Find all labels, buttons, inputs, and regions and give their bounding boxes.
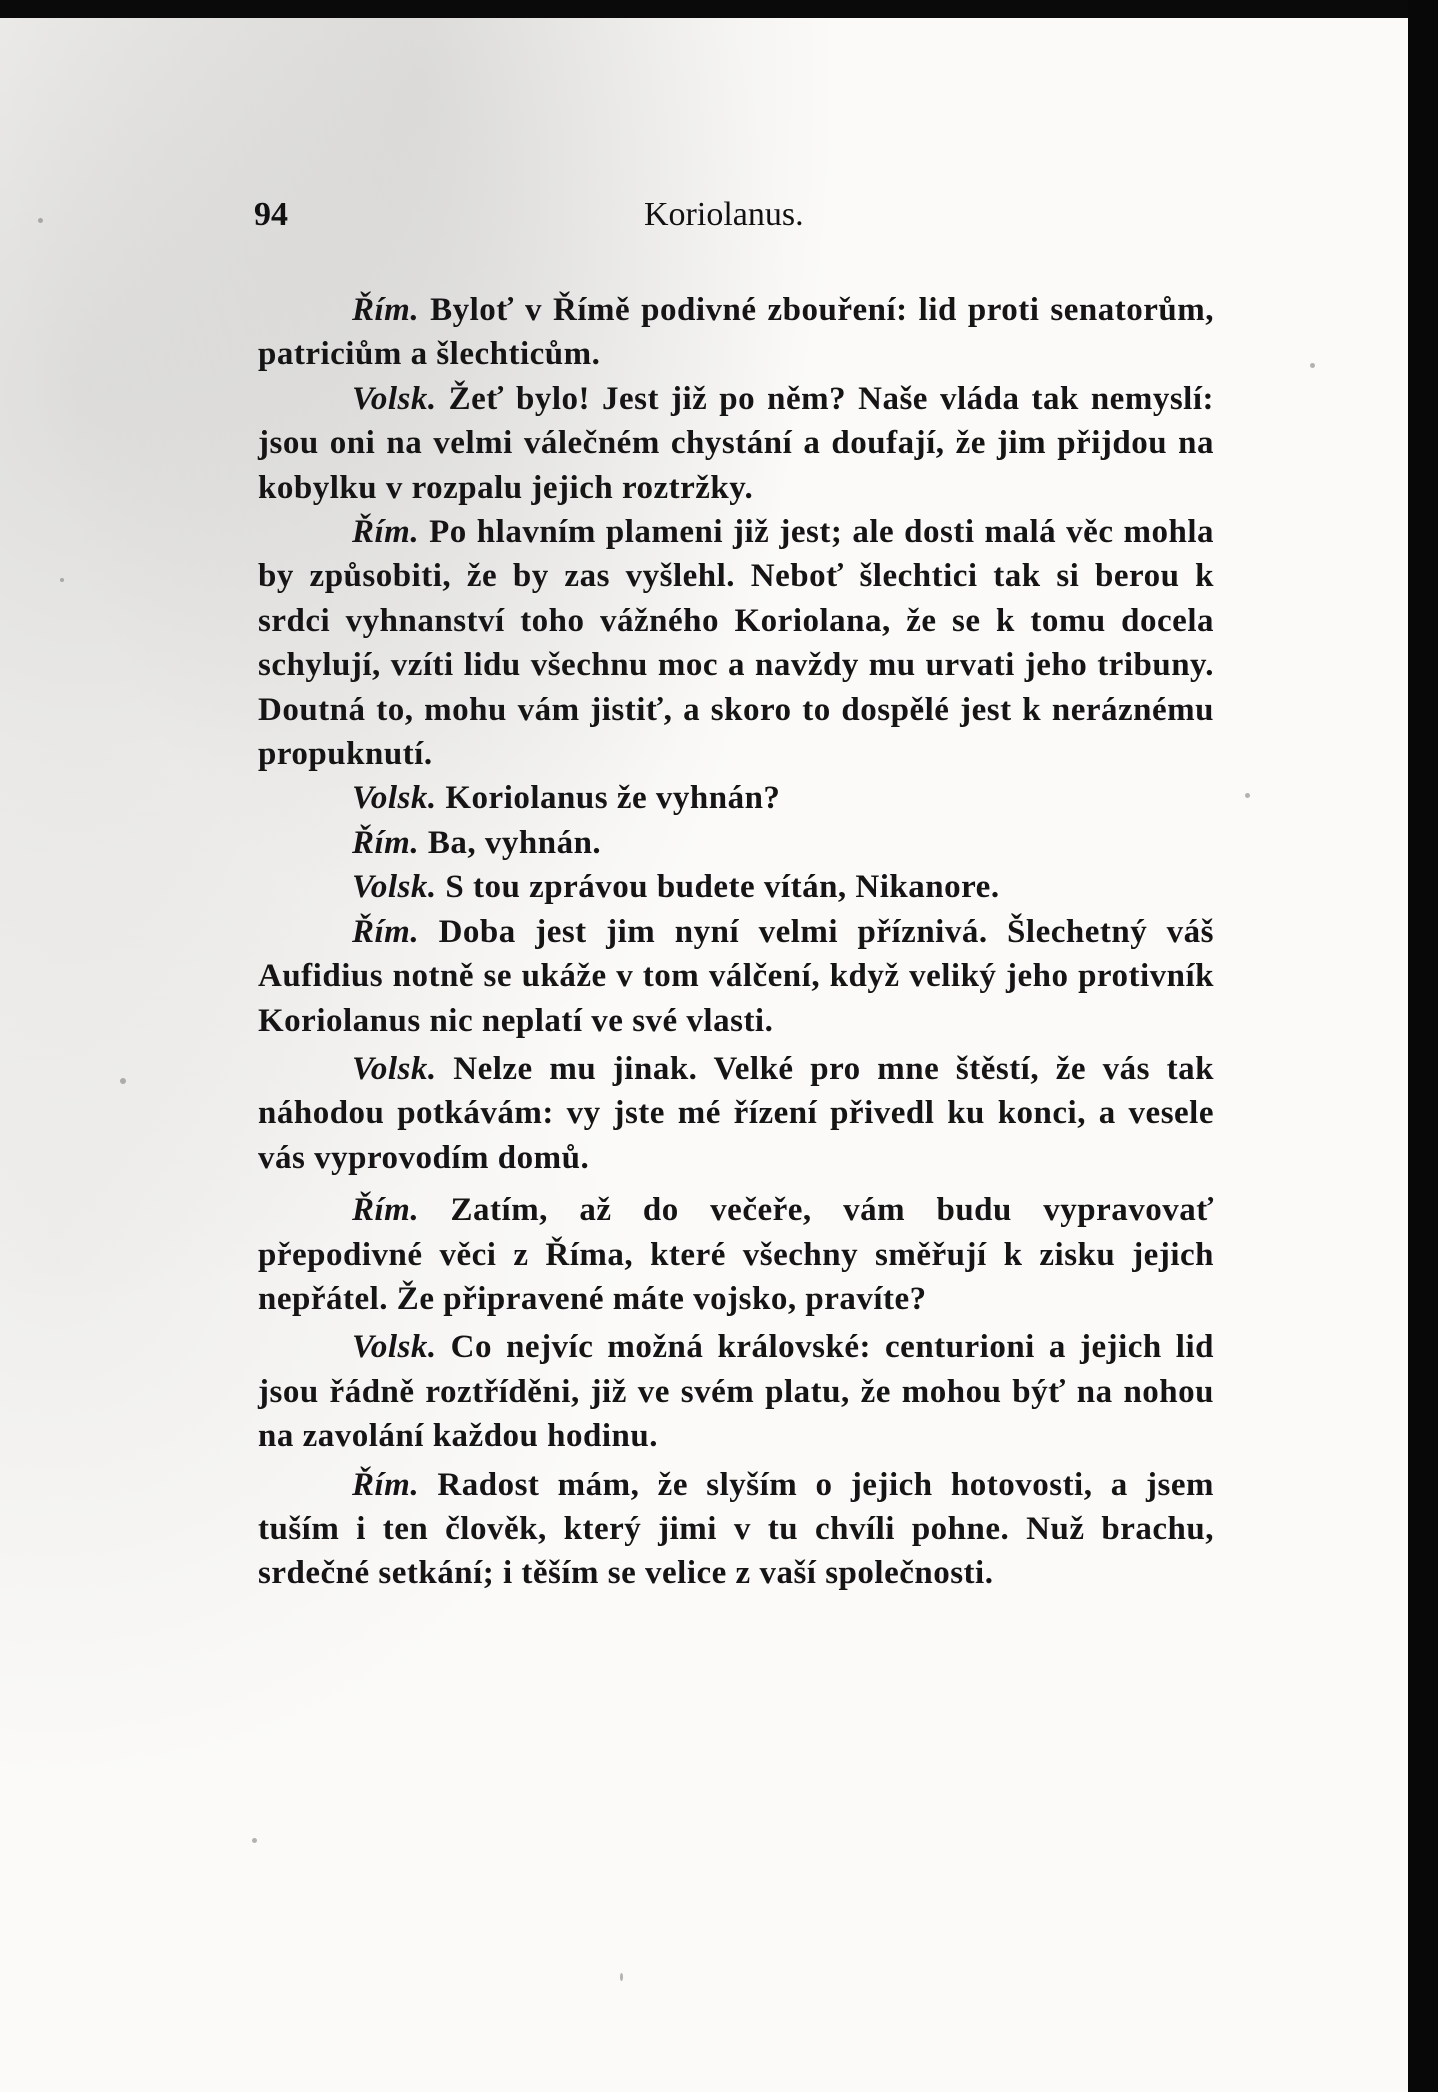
paragraph <box>258 1047 1214 1180</box>
speech-text: Po hlavním plameni již jest; ale dosti malá věc mohla by způsobiti, že by zas vyšlehl. Neboť šlechtici tak si berou k srdci vyhnanství toho vážného Koriolana, že se k tomu docela schylují, vzíti lidu všechnu moc a navždy mu urvati jeho tribuny. Doutná to, mohu vám jistiť, a skoro to dospělé jest k neráznému propuknutí. <box>258 514 1214 773</box>
speaker-label: Řím. <box>352 913 420 950</box>
speaker-label: Řím. <box>352 514 420 551</box>
paragraph <box>258 776 1214 820</box>
speech-text: Zatím, až do večeře, vám budu vypravovať přepodivné věci z Říma, které všechny směřují k zisku jejich nepřátel. Že připravené máte vojsko, pravíte? <box>258 1192 1214 1317</box>
paper-speck <box>38 218 43 223</box>
paragraph <box>258 865 1214 909</box>
speaker-label: Volsk. <box>352 1050 437 1087</box>
paragraph <box>258 1188 1214 1321</box>
speaker-label: Řím. <box>352 824 420 861</box>
speaker-label: Volsk. <box>352 780 437 817</box>
paragraph <box>258 377 1214 510</box>
speaker-label: Řím. <box>352 292 420 328</box>
speech-text: S tou zprávou budete vítán, Nikanore. <box>436 869 1000 906</box>
running-title: Koriolanus. <box>644 196 804 233</box>
speaker-label: Řím. <box>352 1192 420 1229</box>
paper-speck <box>1310 363 1315 368</box>
paper-speck <box>1245 793 1250 798</box>
paper-speck <box>620 1973 623 1981</box>
speech-text: Žeť bylo! Jest již po něm? Naše vláda tak nemyslí: jsou oni na velmi válečném chystání a doufají, že jim přijdou na kobylku v rozpalu jejich roztržky. <box>258 380 1214 506</box>
speech-text: Nelze mu jinak. Velké pro mne štěstí, že vás tak náhodou potkávám: vy jste mé řízení přivedl ku konci, a vesele vás vyprovodím domů. <box>258 1050 1214 1176</box>
paragraph <box>258 510 1214 776</box>
speech-text: Koriolanus že vyhnán? <box>436 780 781 817</box>
speech-text: Radost mám, že slyším o jejich hotovosti, a jsem tuším i ten člověk, který jimi v tu chvíli pohne. Nuž brachu, srdečné setkání; i těším se velice z vaší společnosti. <box>258 1466 1214 1592</box>
paragraph <box>258 288 1214 377</box>
book-page <box>0 18 1408 2092</box>
paper-speck <box>252 1838 257 1843</box>
speech-text: Co nejvíc možná královské: centurioni a jejich lid jsou řádně roztříděni, již ve svém platu, že mohou býť na nohou na zavolání každou hodinu. <box>258 1329 1214 1455</box>
scan-top-border <box>0 0 1438 18</box>
scan-right-border <box>1408 0 1438 2092</box>
speech-text: Ba, vyhnán. <box>419 824 602 861</box>
paragraph <box>258 910 1214 1043</box>
paragraph <box>258 1463 1214 1596</box>
paragraph <box>258 821 1214 865</box>
paragraph <box>258 1325 1214 1458</box>
running-head <box>254 196 1254 246</box>
paper-speck <box>120 1078 126 1084</box>
speaker-label: Volsk. <box>352 380 437 417</box>
speech-text: Byloť v Římě podivné zbouření: lid proti senatorům, patriciům a šlechticům. <box>258 292 1214 373</box>
speaker-label: Volsk. <box>352 1329 437 1366</box>
page-number: 94 <box>254 196 288 233</box>
paper-speck <box>60 578 64 582</box>
speaker-label: Řím. <box>352 1466 420 1503</box>
speech-text: Doba jest jim nyní velmi příznivá. Šlechetný váš Aufidius notně se ukáže v tom válčení, když veliký jeho protivník Koriolanus nic neplatí ve své vlasti. <box>258 913 1214 1039</box>
body-text <box>258 288 1214 1596</box>
speaker-label: Volsk. <box>352 869 437 906</box>
